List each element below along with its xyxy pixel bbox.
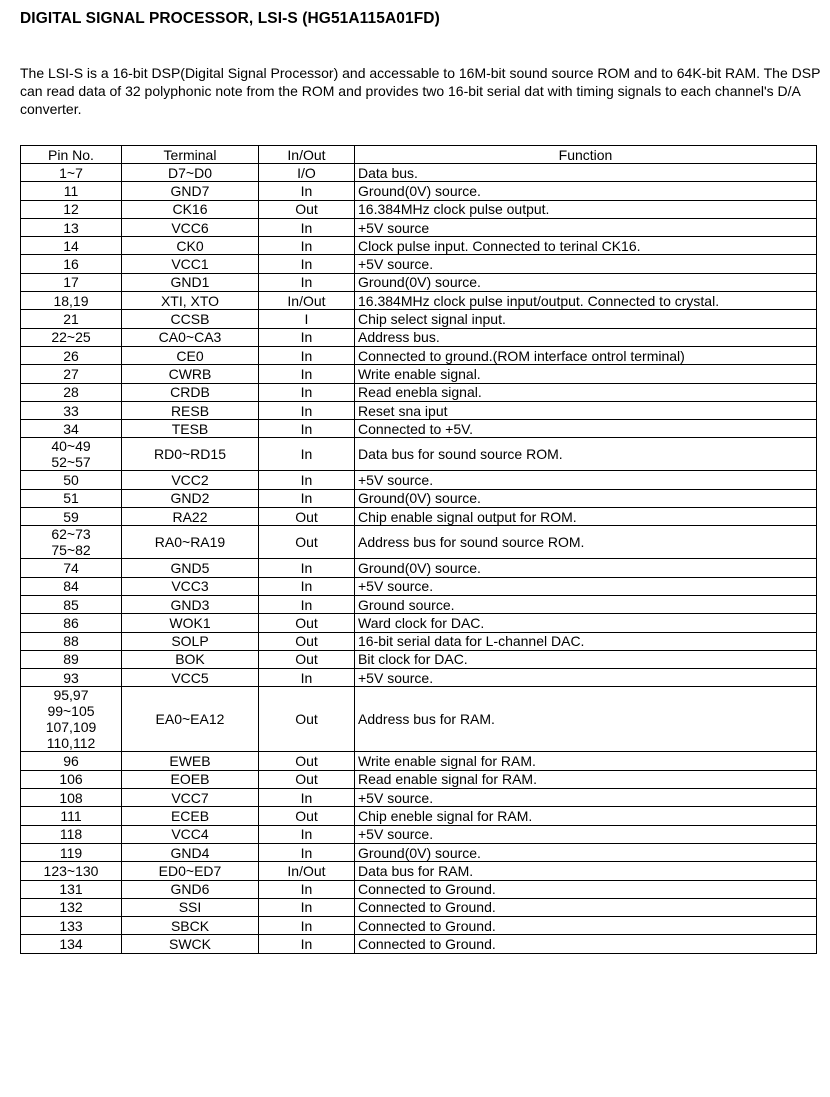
in-out-cell: In (259, 825, 355, 843)
function-cell: Read enebla signal. (355, 383, 817, 401)
table-row (21, 273, 817, 291)
in-out-cell: In (259, 255, 355, 273)
function-cell: Ground(0V) source. (355, 182, 817, 200)
pin-number-cell: 34 (21, 420, 122, 438)
in-out-cell: In (259, 182, 355, 200)
table-row (21, 237, 817, 255)
table-row (21, 632, 817, 650)
terminal-cell: ECEB (122, 807, 259, 825)
document-title: DIGITAL SIGNAL PROCESSOR, LSI-S (HG51A115A01FD) (20, 10, 440, 27)
function-cell: +5V source (355, 218, 817, 236)
pin-number-cell: 18,19 (21, 292, 122, 310)
terminal-cell: GND2 (122, 489, 259, 507)
in-out-cell: Out (259, 770, 355, 788)
terminal-cell: RESB (122, 401, 259, 419)
terminal-cell: GND1 (122, 273, 259, 291)
terminal-cell: VCC7 (122, 789, 259, 807)
function-cell: Chip eneble signal for RAM. (355, 807, 817, 825)
terminal-cell: CK0 (122, 237, 259, 255)
in-out-cell: In (259, 328, 355, 346)
function-cell: Read enable signal for RAM. (355, 770, 817, 788)
header-terminal: Terminal (122, 146, 259, 164)
table-row (21, 471, 817, 489)
pin-number-cell: 86 (21, 614, 122, 632)
in-out-cell: Out (259, 508, 355, 526)
pin-table (20, 145, 817, 954)
pin-number-cell: 108 (21, 789, 122, 807)
function-cell: Connected to +5V. (355, 420, 817, 438)
function-cell: +5V source. (355, 471, 817, 489)
pin-number-cell: 62~73 75~82 (21, 526, 122, 559)
function-cell: Connected to Ground. (355, 898, 817, 916)
pin-table-body (21, 164, 817, 954)
pin-number-cell: 133 (21, 917, 122, 935)
pin-number-cell: 27 (21, 365, 122, 383)
in-out-cell: In (259, 898, 355, 916)
pin-number-cell: 84 (21, 577, 122, 595)
table-row (21, 182, 817, 200)
in-out-cell: Out (259, 632, 355, 650)
function-cell: +5V source. (355, 669, 817, 687)
function-cell: Ground(0V) source. (355, 843, 817, 861)
in-out-cell: In (259, 489, 355, 507)
function-cell: Ground source. (355, 595, 817, 613)
terminal-cell: RA22 (122, 508, 259, 526)
terminal-cell: SBCK (122, 917, 259, 935)
pin-number-cell: 21 (21, 310, 122, 328)
terminal-cell: CWRB (122, 365, 259, 383)
terminal-cell: D7~D0 (122, 164, 259, 182)
function-cell: Data bus. (355, 164, 817, 182)
table-row (21, 807, 817, 825)
in-out-cell: In (259, 577, 355, 595)
pin-number-cell: 96 (21, 752, 122, 770)
function-cell: 16.384MHz clock pulse input/output. Connected to crystal. (355, 292, 817, 310)
table-row (21, 383, 817, 401)
table-row (21, 346, 817, 364)
function-cell: Reset sna iput (355, 401, 817, 419)
function-cell: Connected to Ground. (355, 917, 817, 935)
in-out-cell: In (259, 843, 355, 861)
function-cell: Connected to Ground. (355, 880, 817, 898)
pin-number-cell: 85 (21, 595, 122, 613)
table-row (21, 825, 817, 843)
terminal-cell: EWEB (122, 752, 259, 770)
pin-number-cell: 22~25 (21, 328, 122, 346)
in-out-cell: In (259, 559, 355, 577)
in-out-cell: In (259, 595, 355, 613)
table-row (21, 917, 817, 935)
in-out-cell: I/O (259, 164, 355, 182)
pin-number-cell: 134 (21, 935, 122, 953)
function-cell: Connected to ground.(ROM interface ontrol terminal) (355, 346, 817, 364)
in-out-cell: In (259, 383, 355, 401)
terminal-cell: SOLP (122, 632, 259, 650)
pin-number-cell: 13 (21, 218, 122, 236)
table-row (21, 935, 817, 953)
in-out-cell: In (259, 420, 355, 438)
table-row (21, 310, 817, 328)
pin-number-cell: 33 (21, 401, 122, 419)
table-row (21, 526, 817, 559)
in-out-cell: In (259, 218, 355, 236)
pin-number-cell: 50 (21, 471, 122, 489)
table-row (21, 880, 817, 898)
in-out-cell: Out (259, 650, 355, 668)
pin-number-cell: 26 (21, 346, 122, 364)
terminal-cell: RD0~RD15 (122, 438, 259, 471)
terminal-cell: VCC1 (122, 255, 259, 273)
terminal-cell: VCC6 (122, 218, 259, 236)
pin-number-cell: 106 (21, 770, 122, 788)
pin-number-cell: 88 (21, 632, 122, 650)
pin-number-cell: 118 (21, 825, 122, 843)
pin-number-cell: 89 (21, 650, 122, 668)
in-out-cell: Out (259, 807, 355, 825)
table-row (21, 577, 817, 595)
function-cell: 16-bit serial data for L-channel DAC. (355, 632, 817, 650)
function-cell: Chip select signal input. (355, 310, 817, 328)
pin-number-cell: 93 (21, 669, 122, 687)
function-cell: 16.384MHz clock pulse output. (355, 200, 817, 218)
pin-number-cell: 95,97 99~105 107,109 110,112 (21, 687, 122, 752)
table-row (21, 752, 817, 770)
pin-number-cell: 12 (21, 200, 122, 218)
in-out-cell: In/Out (259, 862, 355, 880)
pin-table-header-row (21, 146, 817, 164)
terminal-cell: BOK (122, 650, 259, 668)
function-cell: +5V source. (355, 825, 817, 843)
table-row (21, 420, 817, 438)
in-out-cell: In (259, 669, 355, 687)
table-row (21, 595, 817, 613)
in-out-cell: In (259, 471, 355, 489)
terminal-cell: GND7 (122, 182, 259, 200)
terminal-cell: SWCK (122, 935, 259, 953)
in-out-cell: Out (259, 614, 355, 632)
terminal-cell: SSI (122, 898, 259, 916)
intro-paragraph: The LSI-S is a 16-bit DSP(Digital Signal Processor) and accessable to 16M-bit sound source ROM and to 64K-bit RAM. The DSP can read data of 32 polyphonic note from the ROM and provides two 16-bit serial dat with timing signals to each channel's D/A converter. (20, 65, 821, 117)
function-cell: Chip enable signal output for ROM. (355, 508, 817, 526)
in-out-cell: In (259, 935, 355, 953)
function-cell: Connected to Ground. (355, 935, 817, 953)
in-out-cell: In (259, 237, 355, 255)
table-row (21, 770, 817, 788)
in-out-cell: In (259, 273, 355, 291)
pin-number-cell: 28 (21, 383, 122, 401)
table-row (21, 200, 817, 218)
table-row (21, 218, 817, 236)
pin-number-cell: 123~130 (21, 862, 122, 880)
function-cell: +5V source. (355, 255, 817, 273)
terminal-cell: CE0 (122, 346, 259, 364)
table-row (21, 328, 817, 346)
terminal-cell: CA0~CA3 (122, 328, 259, 346)
in-out-cell: Out (259, 526, 355, 559)
function-cell: Write enable signal for RAM. (355, 752, 817, 770)
in-out-cell: In (259, 880, 355, 898)
in-out-cell: In (259, 438, 355, 471)
pin-number-cell: 59 (21, 508, 122, 526)
table-row (21, 898, 817, 916)
pin-number-cell: 11 (21, 182, 122, 200)
function-cell: Ward clock for DAC. (355, 614, 817, 632)
pin-number-cell: 14 (21, 237, 122, 255)
in-out-cell: Out (259, 200, 355, 218)
header-in-out: In/Out (259, 146, 355, 164)
terminal-cell: VCC4 (122, 825, 259, 843)
pin-number-cell: 74 (21, 559, 122, 577)
table-row (21, 650, 817, 668)
terminal-cell: CRDB (122, 383, 259, 401)
in-out-cell: In (259, 917, 355, 935)
function-cell: Bit clock for DAC. (355, 650, 817, 668)
terminal-cell: XTI, XTO (122, 292, 259, 310)
table-row (21, 862, 817, 880)
table-row (21, 508, 817, 526)
terminal-cell: EOEB (122, 770, 259, 788)
pin-number-cell: 111 (21, 807, 122, 825)
in-out-cell: In (259, 346, 355, 364)
table-row (21, 687, 817, 752)
table-row (21, 614, 817, 632)
terminal-cell: VCC3 (122, 577, 259, 595)
function-cell: Address bus. (355, 328, 817, 346)
function-cell: Address bus for RAM. (355, 687, 817, 752)
in-out-cell: In/Out (259, 292, 355, 310)
pin-number-cell: 17 (21, 273, 122, 291)
table-row (21, 365, 817, 383)
table-row (21, 489, 817, 507)
function-cell: Write enable signal. (355, 365, 817, 383)
function-cell: Ground(0V) source. (355, 489, 817, 507)
terminal-cell: CCSB (122, 310, 259, 328)
terminal-cell: WOK1 (122, 614, 259, 632)
table-row (21, 843, 817, 861)
in-out-cell: In (259, 365, 355, 383)
in-out-cell: Out (259, 687, 355, 752)
in-out-cell: I (259, 310, 355, 328)
terminal-cell: CK16 (122, 200, 259, 218)
pin-number-cell: 131 (21, 880, 122, 898)
table-row (21, 789, 817, 807)
function-cell: Clock pulse input. Connected to terinal CK16. (355, 237, 817, 255)
table-row (21, 255, 817, 273)
terminal-cell: GND3 (122, 595, 259, 613)
function-cell: Data bus for sound source ROM. (355, 438, 817, 471)
terminal-cell: GND4 (122, 843, 259, 861)
function-cell: +5V source. (355, 577, 817, 595)
terminal-cell: VCC2 (122, 471, 259, 489)
function-cell: Address bus for sound source ROM. (355, 526, 817, 559)
terminal-cell: RA0~RA19 (122, 526, 259, 559)
table-row (21, 164, 817, 182)
function-cell: Ground(0V) source. (355, 559, 817, 577)
terminal-cell: EA0~EA12 (122, 687, 259, 752)
function-cell: Data bus for RAM. (355, 862, 817, 880)
in-out-cell: In (259, 789, 355, 807)
header-function: Function (355, 146, 817, 164)
terminal-cell: ED0~ED7 (122, 862, 259, 880)
table-row (21, 401, 817, 419)
pin-number-cell: 16 (21, 255, 122, 273)
in-out-cell: Out (259, 752, 355, 770)
function-cell: Ground(0V) source. (355, 273, 817, 291)
function-cell: +5V source. (355, 789, 817, 807)
terminal-cell: GND5 (122, 559, 259, 577)
table-row (21, 669, 817, 687)
pin-number-cell: 1~7 (21, 164, 122, 182)
header-pin-no: Pin No. (21, 146, 122, 164)
terminal-cell: TESB (122, 420, 259, 438)
pin-number-cell: 51 (21, 489, 122, 507)
table-row (21, 559, 817, 577)
table-row (21, 438, 817, 471)
terminal-cell: VCC5 (122, 669, 259, 687)
pin-number-cell: 40~49 52~57 (21, 438, 122, 471)
in-out-cell: In (259, 401, 355, 419)
pin-number-cell: 132 (21, 898, 122, 916)
terminal-cell: GND6 (122, 880, 259, 898)
pin-number-cell: 119 (21, 843, 122, 861)
table-row (21, 292, 817, 310)
